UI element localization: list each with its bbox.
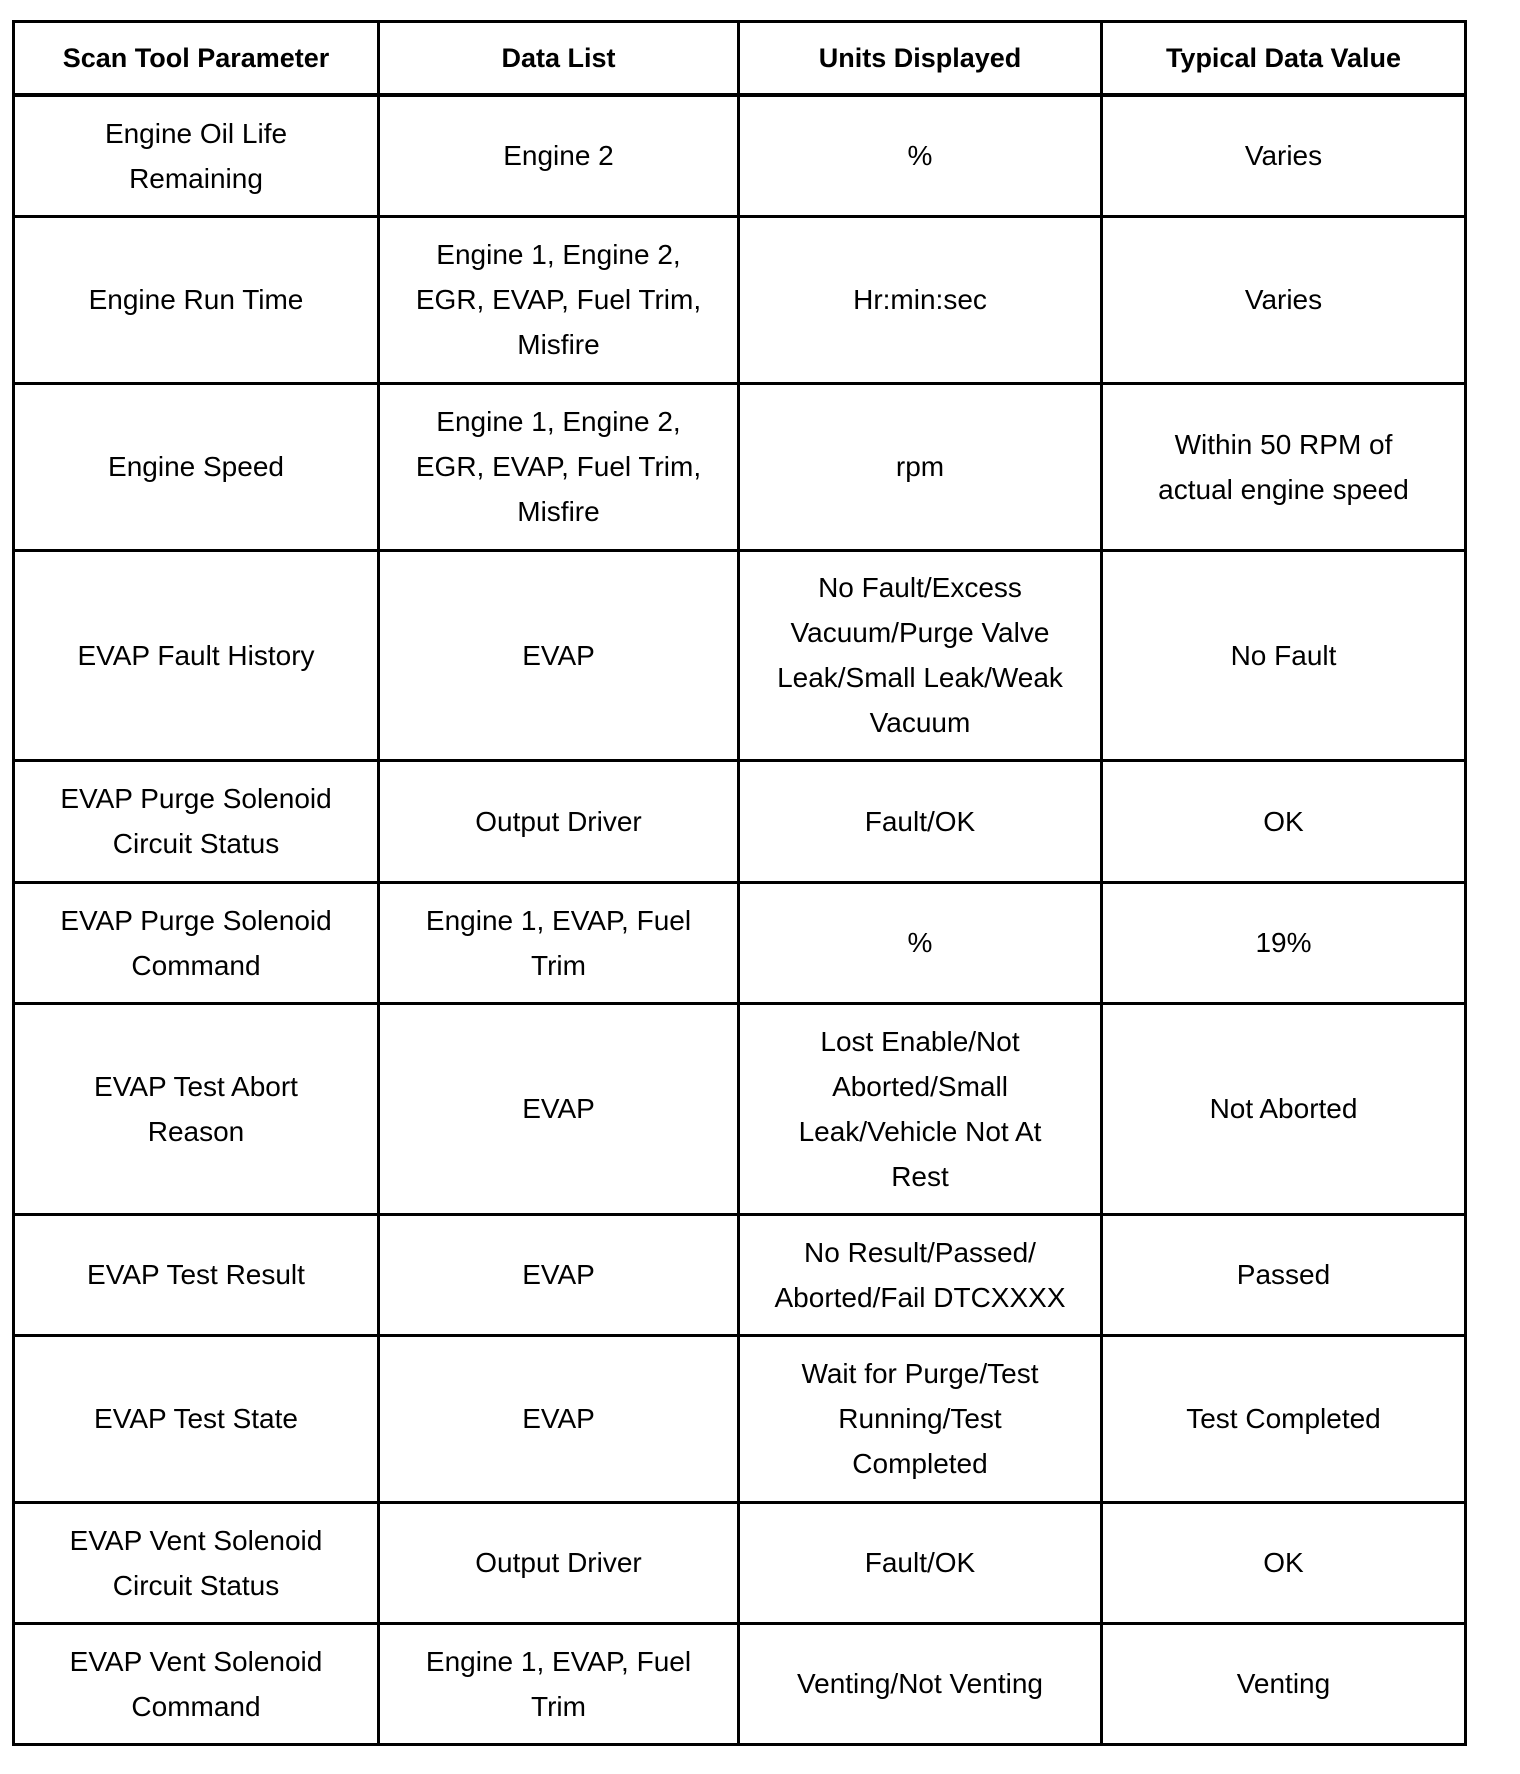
cell-parameter: EVAP Vent Solenoid Command xyxy=(14,1623,379,1744)
cell-typical-value: Test Completed xyxy=(1102,1335,1466,1502)
cell-data-list: Engine 1, Engine 2, EGR, EVAP, Fuel Trim, Misfire xyxy=(379,216,739,383)
cell-data-list: Engine 2 xyxy=(379,95,739,216)
table-row xyxy=(14,550,1466,760)
cell-units: Venting/Not Venting xyxy=(739,1623,1102,1744)
cell-parameter: EVAP Vent Solenoid Circuit Status xyxy=(14,1502,379,1623)
cell-data-list: Output Driver xyxy=(379,1502,739,1623)
header-data-list: Data List xyxy=(379,22,739,96)
cell-typical-value: 19% xyxy=(1102,882,1466,1003)
header-typical-data-value: Typical Data Value xyxy=(1102,22,1466,96)
cell-typical-value: No Fault xyxy=(1102,550,1466,760)
table-header-row xyxy=(14,22,1466,96)
cell-units: Wait for Purge/Test Running/Test Completed xyxy=(739,1335,1102,1502)
cell-data-list: EVAP xyxy=(379,1335,739,1502)
cell-parameter: EVAP Fault History xyxy=(14,550,379,760)
cell-units: % xyxy=(739,882,1102,1003)
table-row xyxy=(14,216,1466,383)
cell-units: Fault/OK xyxy=(739,1502,1102,1623)
cell-typical-value: Varies xyxy=(1102,95,1466,216)
cell-data-list: Engine 1, Engine 2, EGR, EVAP, Fuel Trim, Misfire xyxy=(379,383,739,550)
cell-typical-value: Not Aborted xyxy=(1102,1003,1466,1214)
cell-parameter: EVAP Purge Solenoid Command xyxy=(14,882,379,1003)
cell-typical-value: Venting xyxy=(1102,1623,1466,1744)
header-units-displayed: Units Displayed xyxy=(739,22,1102,96)
cell-parameter: EVAP Test Abort Reason xyxy=(14,1003,379,1214)
cell-data-list: Engine 1, EVAP, Fuel Trim xyxy=(379,882,739,1003)
cell-units: No Fault/Excess Vacuum/Purge Valve Leak/Small Leak/Weak Vacuum xyxy=(739,550,1102,760)
cell-typical-value: OK xyxy=(1102,760,1466,882)
cell-units: Fault/OK xyxy=(739,760,1102,882)
table-row xyxy=(14,760,1466,882)
table-row xyxy=(14,95,1466,216)
cell-units: Lost Enable/Not Aborted/Small Leak/Vehicle Not At Rest xyxy=(739,1003,1102,1214)
cell-data-list: Engine 1, EVAP, Fuel Trim xyxy=(379,1623,739,1744)
table-row xyxy=(14,1623,1466,1744)
table-row xyxy=(14,1214,1466,1335)
cell-typical-value: OK xyxy=(1102,1502,1466,1623)
cell-parameter: Engine Run Time xyxy=(14,216,379,383)
cell-parameter: EVAP Purge Solenoid Circuit Status xyxy=(14,760,379,882)
cell-units: % xyxy=(739,95,1102,216)
cell-data-list: Output Driver xyxy=(379,760,739,882)
cell-data-list: EVAP xyxy=(379,1214,739,1335)
table-row xyxy=(14,1335,1466,1502)
table-row xyxy=(14,882,1466,1003)
cell-parameter: EVAP Test Result xyxy=(14,1214,379,1335)
cell-typical-value: Varies xyxy=(1102,216,1466,383)
cell-typical-value: Passed xyxy=(1102,1214,1466,1335)
cell-data-list: EVAP xyxy=(379,550,739,760)
table-row xyxy=(14,383,1466,550)
cell-typical-value: Within 50 RPM of actual engine speed xyxy=(1102,383,1466,550)
scan-tool-data-table xyxy=(12,20,1467,1746)
cell-units: Hr:min:sec xyxy=(739,216,1102,383)
cell-data-list: EVAP xyxy=(379,1003,739,1214)
cell-units: rpm xyxy=(739,383,1102,550)
table-row xyxy=(14,1003,1466,1214)
cell-parameter: EVAP Test State xyxy=(14,1335,379,1502)
cell-parameter: Engine Oil Life Remaining xyxy=(14,95,379,216)
table-row xyxy=(14,1502,1466,1623)
cell-parameter: Engine Speed xyxy=(14,383,379,550)
header-scan-tool-parameter: Scan Tool Parameter xyxy=(14,22,379,96)
cell-units: No Result/Passed/ Aborted/Fail DTCXXXX xyxy=(739,1214,1102,1335)
